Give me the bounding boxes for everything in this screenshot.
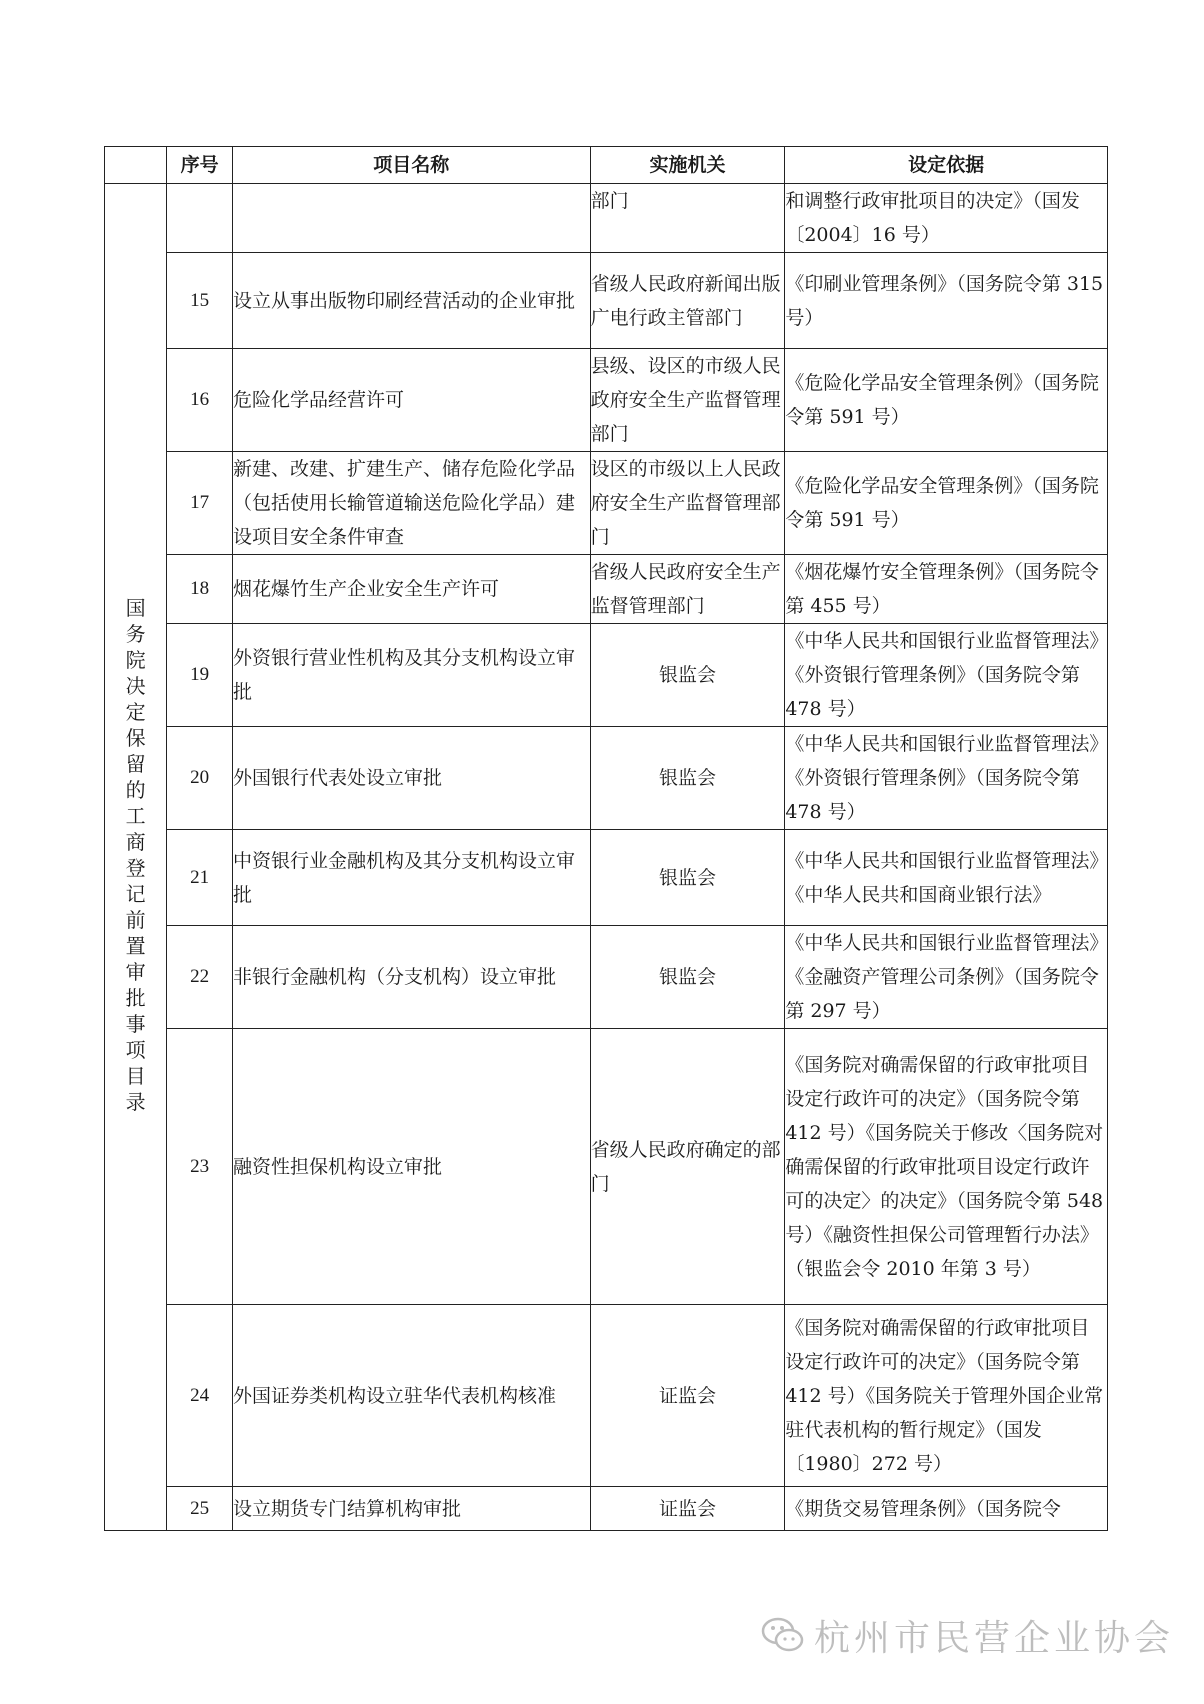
row-org: 省级人民政府安全生产监督管理部门 (590, 555, 785, 624)
row-seq: 22 (167, 926, 233, 1029)
table-row (105, 727, 1108, 830)
header-org: 实施机关 (590, 147, 785, 184)
table-row (105, 926, 1108, 1029)
header-name: 项目名称 (232, 147, 590, 184)
row-basis: 《中华人民共和国银行业监督管理法》《外资银行管理条例》（国务院令第 478 号） (785, 624, 1108, 727)
row-org: 银监会 (590, 926, 785, 1029)
watermark-text: 杭州市民营企业协会 (814, 1617, 1175, 1659)
category-label: 国务院决定保留的工商登记前置审批事项目录 (125, 595, 146, 1114)
row-seq: 17 (167, 452, 233, 555)
row-seq: 21 (167, 830, 233, 926)
row-basis: 《期货交易管理条例》（国务院令 (785, 1487, 1108, 1531)
row-basis: 《中华人民共和国银行业监督管理法》《金融资产管理公司条例》（国务院令第 297 号） (785, 926, 1108, 1029)
approval-items-table (104, 146, 1108, 1531)
table-row (105, 1305, 1108, 1487)
table-row (105, 1487, 1108, 1531)
row-basis: 和调整行政审批项目的决定》（国发〔2004〕16 号） (785, 184, 1108, 253)
row-basis: 《国务院对确需保留的行政审批项目设定行政许可的决定》（国务院令第 412 号）《国务院关于管理外国企业常驻代表机构的暂行规定》（国发〔1980〕272 号） (785, 1305, 1108, 1487)
row-seq: 15 (167, 253, 233, 349)
row-seq: 20 (167, 727, 233, 830)
watermark (760, 1610, 1174, 1660)
row-org: 银监会 (590, 830, 785, 926)
row-seq: 24 (167, 1305, 233, 1487)
row-org: 部门 (590, 184, 785, 253)
row-seq: 16 (167, 349, 233, 452)
row-basis: 《国务院对确需保留的行政审批项目设定行政许可的决定》（国务院令第 412 号）《国务院关于修改〈国务院对确需保留的行政审批项目设定行政许可的决定〉的决定》（国务院令第 548 号）《融资性担保公司管理暂行办法》（银监会令 2010 年第 3 号） (785, 1029, 1108, 1305)
row-name: 设立从事出版物印刷经营活动的企业审批 (232, 253, 590, 349)
row-org: 县级、设区的市级人民政府安全生产监督管理部门 (590, 349, 785, 452)
row-name: 危险化学品经营许可 (232, 349, 590, 452)
row-name: 烟花爆竹生产企业安全生产许可 (232, 555, 590, 624)
row-org: 证监会 (590, 1487, 785, 1531)
row-org: 设区的市级以上人民政府安全生产监督管理部门 (590, 452, 785, 555)
table-row (105, 624, 1108, 727)
table-row (105, 349, 1108, 452)
table-header-row (105, 147, 1108, 184)
row-org: 省级人民政府确定的部门 (590, 1029, 785, 1305)
row-seq (167, 184, 233, 253)
row-org: 银监会 (590, 624, 785, 727)
row-org: 省级人民政府新闻出版广电行政主管部门 (590, 253, 785, 349)
row-name: 非银行金融机构（分支机构）设立审批 (232, 926, 590, 1029)
row-name: 新建、改建、扩建生产、储存危险化学品（包括使用长输管道输送危险化学品）建设项目安全条件审查 (232, 452, 590, 555)
table-row (105, 452, 1108, 555)
table-row (105, 184, 1108, 253)
row-basis: 《危险化学品安全管理条例》（国务院令第 591 号） (785, 349, 1108, 452)
row-name: 融资性担保机构设立审批 (232, 1029, 590, 1305)
row-basis: 《中华人民共和国银行业监督管理法》《外资银行管理条例》（国务院令第 478 号） (785, 727, 1108, 830)
row-basis: 《中华人民共和国银行业监督管理法》《中华人民共和国商业银行法》 (785, 830, 1108, 926)
table-row (105, 555, 1108, 624)
row-seq: 18 (167, 555, 233, 624)
wechat-icon (760, 1615, 806, 1655)
row-name (232, 184, 590, 253)
category-cell (105, 184, 167, 1531)
header-seq: 序号 (167, 147, 233, 184)
row-name: 设立期货专门结算机构审批 (232, 1487, 590, 1531)
row-name: 中资银行业金融机构及其分支机构设立审批 (232, 830, 590, 926)
row-org: 证监会 (590, 1305, 785, 1487)
table-row (105, 1029, 1108, 1305)
header-basis: 设定依据 (785, 147, 1108, 184)
header-category (105, 147, 167, 184)
row-name: 外国银行代表处设立审批 (232, 727, 590, 830)
row-basis: 《危险化学品安全管理条例》（国务院令第 591 号） (785, 452, 1108, 555)
row-basis: 《印刷业管理条例》（国务院令第 315 号） (785, 253, 1108, 349)
row-name: 外国证券类机构设立驻华代表机构核准 (232, 1305, 590, 1487)
row-seq: 25 (167, 1487, 233, 1531)
table-row (105, 253, 1108, 349)
row-basis: 《烟花爆竹安全管理条例》（国务院令第 455 号） (785, 555, 1108, 624)
row-seq: 19 (167, 624, 233, 727)
row-seq: 23 (167, 1029, 233, 1305)
row-name: 外资银行营业性机构及其分支机构设立审批 (232, 624, 590, 727)
table-row (105, 830, 1108, 926)
row-org: 银监会 (590, 727, 785, 830)
